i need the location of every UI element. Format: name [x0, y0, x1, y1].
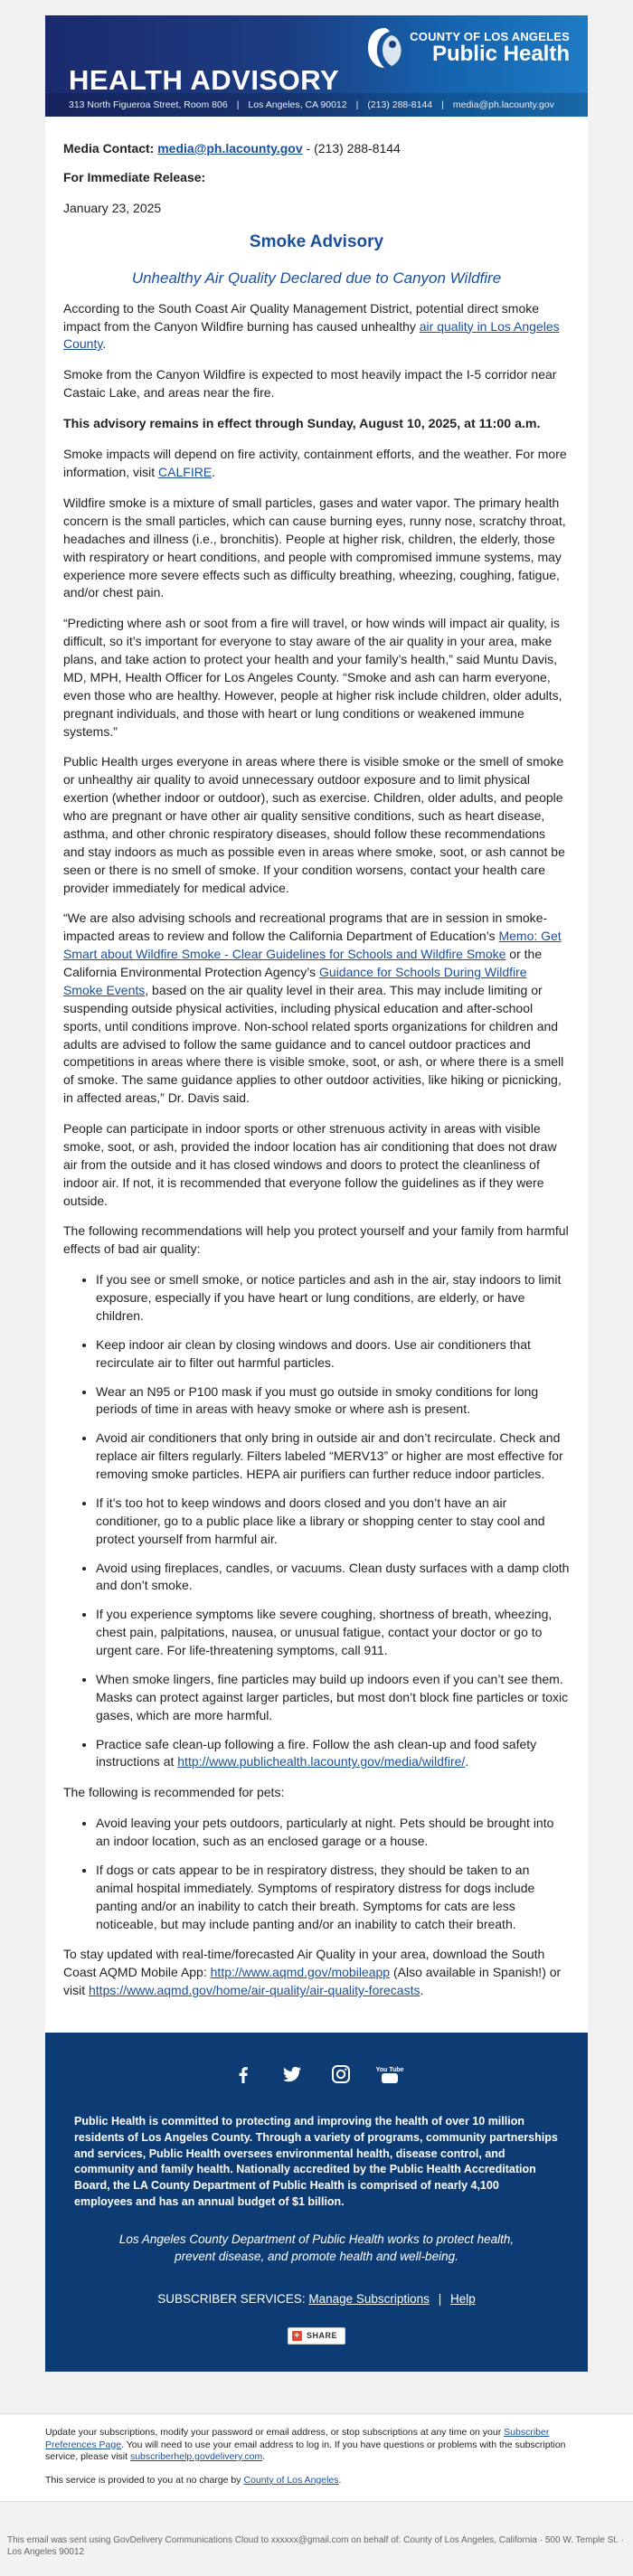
banner-title: HEALTH ADVISORY	[69, 64, 340, 96]
media-contact	[63, 140, 570, 158]
logo-public-health-text: Public Health	[431, 42, 570, 67]
subscriber-services	[74, 2290, 559, 2307]
help-link[interactable]: Help	[449, 2291, 476, 2306]
list-item: • When smoke lingers, fine particles may build up indoors even if you can’t see them. Masks can protect against larger particles, but most don’t block fine particles or toxic gases, which are more harmful.	[96, 1671, 570, 1725]
banner-phone: (213) 288-8144	[367, 99, 433, 110]
list-item: • Keep indoor air clean by closing windows and doors. Use air conditioners that recirculate air to filter out harmful particles.	[96, 1336, 570, 1373]
release-date: January 23, 2025	[63, 200, 162, 215]
banner-address: 313 North Figueroa Street, Room 806	[69, 99, 228, 110]
recommendations-list	[63, 1271, 570, 1771]
twitter-icon[interactable]	[281, 2063, 303, 2085]
county-of-los-angeles-link[interactable]: County of Los Angeles	[243, 2474, 339, 2486]
list-item: • Practice safe clean-up following a fire. Follow the ash clean-up and food safety instructions at http://www.publichealth.lacounty.gov/media/wildfire/.	[96, 1736, 570, 1772]
about-public-health: Public Health is committed to protecting and improving the health of over 10 million residents of Los Angeles County. Through a variety of programs, community partnerships and services, Public Health oversees environmental health, disease control, and community and family health. Nationally accredited by the Public Health Accreditation Board, the LA County Department of Public Health is comprised of nearly 4,100 employees and has an annual budget of $1 billion.	[74, 2115, 558, 2208]
calepa-guidance-link[interactable]: Guidance for Schools During Wildfire Smoke Events	[63, 965, 527, 997]
media-contact-email-link[interactable]: media@ph.lacounty.gov	[157, 141, 303, 156]
subscriber-help-link[interactable]: subscriberhelp.govdelivery.com	[129, 2451, 263, 2463]
separator: |	[438, 2291, 442, 2306]
list-item: • Avoid using fireplaces, candles, or vacuums. Clean dusty surfaces with a damp cloth and don’t smoke.	[96, 1560, 570, 1596]
release-heading: For Immediate Release:	[63, 169, 206, 184]
share-label: SHARE	[306, 2331, 337, 2341]
pets-list	[63, 1815, 570, 1933]
list-item: • If it’s too hot to keep windows and doors closed and you don’t have an air conditioner, go to a public place like a library or shopping center to stay cool and protect yourself from harmful air.	[96, 1495, 570, 1549]
paragraph: Wildfire smoke is a mixture of small particles, gases and water vapor. The primary health concern is the small particles, which can cause burning eyes, runny nose, scratchy throat, headaches and illness (i.e., bronchitis). People at higher risk, children, the elderly, those with respiratory or heart conditions, and people with compromised immune systems, may experience more severe effects such as difficulty breathing, wheezing, coughing, fatigue, and/or chest pain.	[63, 495, 566, 600]
share-button[interactable]	[288, 2327, 345, 2345]
wildfire-instructions-link[interactable]: http://www.publichealth.lacounty.gov/media/wildfire/	[177, 1754, 466, 1769]
list-item: • Avoid leaving your pets outdoors, particularly at night. Pets should be brought into an indoor location, such as an enclosed garage or a house.	[96, 1815, 570, 1851]
separator: |	[236, 99, 240, 110]
list-item: • If you experience symptoms like severe coughing, shortness of breath, wheezing, chest pain, palpitations, nausea, or unusual fatigue, contact your doctor or go to urgent care. For life-threatening symptoms, call 911.	[96, 1606, 570, 1660]
public-health-logo[interactable]	[364, 26, 570, 70]
email-container	[45, 0, 588, 2372]
list-item: • Avoid air conditioners that only bring in outside air and don’t recirculate. Check and replace air filters regularly. Filters labeled “MERV13” or higher are most effective for removing smoke particles. HEPA air purifiers can further reduce indoor particles.	[96, 1430, 570, 1484]
subscriber-preferences-link[interactable]: Subscriber Preferences Page	[45, 2426, 550, 2450]
subscriber-services-label: SUBSCRIBER SERVICES:	[157, 2291, 306, 2306]
media-contact-phone: - (213) 288-8144	[306, 141, 401, 156]
paragraph: Public Health urges everyone in areas where there is visible smoke or the smell of smoke or unhealthy air quality to avoid unnecessary outdoor exposure and to limit physical exertion (whether indoor or outdoor), such as exercise. Children, older adults, and people who are pregnant or have other air quality sensitive conditions, such as heart disease, asthma, and other chronic respiratory diseases, should follow these recommendations and stay indoors as much as possible even in areas where smoke, soot, or ash cannot be seen or there is no smell of smoke. If your condition worsens, contact your health care provider immediately for medical advice.	[63, 754, 565, 895]
footer	[45, 2033, 588, 2372]
instagram-icon[interactable]	[330, 2063, 352, 2085]
mission-statement: Los Angeles County Department of Public Health works to protect health, prevent disease, and promote health and well-being.	[118, 2232, 515, 2263]
banner-contact-line	[45, 93, 588, 117]
paragraph: To stay updated with real-time/forecasted Air Quality in your area, download the South Coast AQMD Mobile App: http://www.aqmd.gov/mobileapp (Also available in Spanish!) or visit https://www.aqmd.gov/home/air-quality/air-quality-forecasts.	[63, 1947, 562, 1998]
header-banner	[45, 15, 588, 117]
advisory-effective-notice: This advisory remains in effect through Sunday, August 10, 2025, at 11:00 a.m.	[63, 417, 541, 432]
separator: |	[441, 99, 444, 110]
media-contact-label: Media Contact:	[63, 141, 155, 156]
paragraph: The following recommendations will help you protect yourself and your family from harmful effects of bad air quality:	[63, 1223, 569, 1257]
paragraph: “Predicting where ash or soot from a fire will travel, or how winds will impact air quality, is difficult, so it’s important for everyone to stay aware of the air quality in your area, make plans, and take action to protect your health and your family’s health,” said Muntu Davis, MD, MPH, Health Officer for Los Angeles County. “Smoke and ash can harm everyone, even those who are healthy. However, people at higher risk include children, older adults, pregnant individuals, and those with heart or lung conditions or weakened immune systems.”	[63, 616, 562, 739]
separator: |	[355, 99, 359, 110]
pets-intro: The following is recommended for pets:	[63, 1785, 285, 1800]
paragraph: Smoke from the Canyon Wildfire is expected to most heavily impact the I-5 corridor near Castaic Lake, and areas near the fire.	[63, 367, 557, 401]
aqmd-forecast-link[interactable]: https://www.aqmd.gov/home/air-quality/air-quality-forecasts	[89, 1983, 420, 1998]
social-links	[74, 2063, 559, 2085]
advisory-subtitle: Unhealthy Air Quality Declared due to Canyon Wildfire	[131, 269, 502, 287]
air-quality-link[interactable]: air quality in Los Angeles County	[63, 318, 560, 352]
facebook-icon[interactable]	[232, 2063, 254, 2085]
govdelivery-notice: This email was sent using GovDelivery Communications Cloud to xxxxxx@gmail.com on behalf of: County of Los Angeles, California · 500 W. Temple St. · Los Angeles 90012	[7, 2535, 624, 2558]
paragraph: According to the South Coast Air Quality Management District, potential direct smoke impact from the Canyon Wildfire burning has caused unhealthy air quality in Los Angeles County.	[63, 300, 560, 352]
cde-memo-link[interactable]: Memo: Get Smart about Wildfire Smoke - Clear Guidelines for Schools and Wildfire Smoke	[63, 929, 562, 962]
paragraph: “We are also advising schools and recreational programs that are in session in smoke-impacted areas to review and follow the California Department of Education’s Memo: Get Smart about Wildfire Smoke - Clear Guidelines for Schools and Wildfire Smoke or the California Environmental Protection Agency’s Guidance for Schools During Wildfire Smoke Events, based on the air quality level in their area. This may include limiting or suspending outside physical activities, including physical education and after-school sports, until conditions improve. Non-school related sports organizations for children and adults are advised to follow the same guidance and to cancel outdoor practices and competitions in areas where there is visible smoke, soot, or ash, or where there is a smell of smoke. The same guidance applies to other outdoor activities, like hiking or picnicking, in affected areas,” Dr. Davis said.	[63, 911, 564, 1106]
plus-icon: +	[292, 2331, 302, 2341]
youtube-icon[interactable]	[375, 2063, 404, 2085]
list-item: • If you see or smell smoke, or notice particles and ash in the air, stay indoors to limit exposure, especially if you have heart or lung conditions, are elderly, or have children.	[96, 1271, 570, 1326]
banner-email: media@ph.lacounty.gov	[452, 99, 554, 110]
logo-county-text: COUNTY OF LOS ANGELES	[410, 29, 570, 43]
aqmd-mobileapp-link[interactable]: http://www.aqmd.gov/mobileapp	[210, 1965, 391, 1980]
paragraph: Smoke impacts will depend on fire activity, containment efforts, and the weather. For more information, visit CALFIRE.	[63, 447, 567, 480]
list-item: • If dogs or cats appear to be in respiratory distress, they should be taken to an animal hospital immediately. Symptoms of respiratory distress for dogs include panting and/or an inability to catch their breath. Symptoms for cats are less noticeable, but may include panting and/or an inability to catch their breath.	[96, 1862, 570, 1934]
subscription-legal-notice: Update your subscriptions, modify your password or email address, or stop subscriptions at any time on your Subscriber Preferences Page. You will need to use your email address to log in. If you have questions or problems with the subscription service, please visit subscriberhelp.govdelivery.com. This service is provided to you at no charge by County of Los Angeles.	[0, 2413, 633, 2503]
advisory-title: Smoke Advisory	[249, 231, 384, 251]
calfire-link[interactable]: CALFIRE	[158, 465, 213, 480]
article-body	[45, 117, 588, 2033]
paragraph: People can participate in indoor sports or other strenuous activity in areas with visible smoke, soot, or ash, provided the indoor location has air conditioning that does not draw air from the outside and it has closed windows and doors to protect the cleanliness of indoor air. If not, it is recommended that everyone follow the guidelines as if they were outside.	[63, 1121, 557, 1208]
list-item: • Wear an N95 or P100 mask if you must go outside in smoky conditions for long periods of time in areas with heavy smoke or where ash is present.	[96, 1383, 570, 1420]
youtube-label: You Tube	[375, 2067, 404, 2073]
banner-city: Los Angeles, CA 90012	[248, 99, 347, 110]
manage-subscriptions-link[interactable]: Manage Subscriptions	[308, 2291, 430, 2306]
county-seal-icon	[364, 26, 404, 70]
